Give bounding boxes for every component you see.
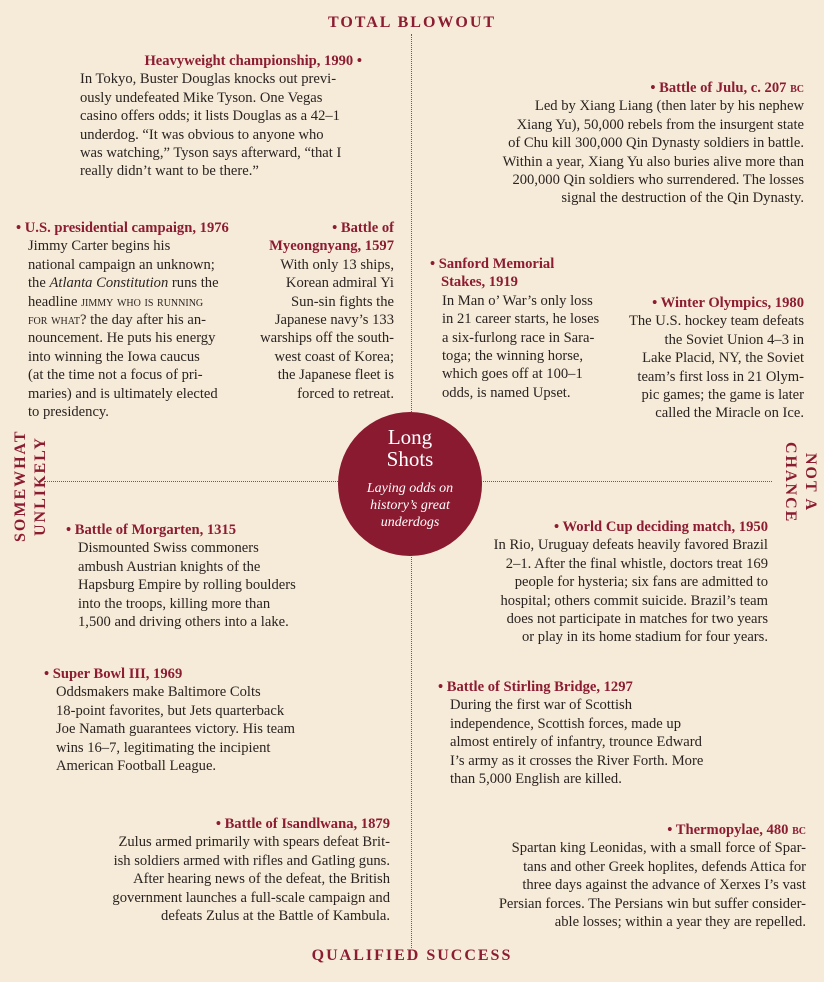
center-circle: [338, 412, 482, 556]
body-line: signal the destruction of the Qin Dynasty.: [561, 190, 804, 207]
body-line: people for hysteria; six fans are admitted to: [514, 574, 768, 591]
bullet-icon: •: [553, 519, 560, 535]
body-line: a six-furlong race in Sara-: [442, 329, 595, 346]
entry-myeongnyang: [246, 219, 394, 403]
entry-julu: [488, 79, 804, 208]
body-line: In Rio, Uruguay defeats heavily favored Brazil: [493, 537, 768, 554]
entry-title: • Super Bowl III, 1969: [44, 666, 183, 682]
body-line: to presidency.: [28, 404, 109, 421]
body-line: pic games; the game is later: [641, 387, 804, 404]
entry-body: [488, 97, 804, 207]
body-line: of Chu kill 300,000 Qin Dynasty soldiers in battle.: [508, 135, 804, 152]
body-line: does not participate in matches for two years: [506, 611, 768, 628]
body-line: almost entirely of infantry, trounce Edward: [450, 734, 702, 751]
body-line: Japanese navy’s 133: [274, 312, 394, 329]
entry-title: • World Cup deciding match, 1950: [553, 519, 768, 535]
body-line: or play in its home stadium for four years.: [521, 629, 768, 646]
axis-label-left-line1: SOMEWHAT: [12, 429, 29, 543]
body-line: than 5,000 English are killed.: [450, 771, 622, 788]
entry-us1976: [16, 219, 256, 421]
body-line: team’s first loss in 21 Olym-: [637, 368, 804, 385]
axis-label-bottom: QUALIFIED SUCCESS: [311, 947, 513, 964]
body-line: which goes off at 100–1: [442, 366, 583, 383]
body-line: In Man o’ War’s only loss: [442, 292, 593, 309]
axis-label-right: [780, 438, 820, 528]
bullet-icon: •: [356, 53, 362, 69]
center-title: [338, 426, 482, 470]
body-line: The U.S. hockey team defeats: [628, 313, 804, 330]
entry-worldcup: [468, 518, 768, 647]
body-line: ish soldiers armed with rifles and Gatling guns.: [113, 852, 390, 869]
body-line: After hearing news of the defeat, the British: [133, 871, 390, 888]
body-line: warships off the south-: [260, 330, 394, 347]
body-line: was watching,” Tyson says afterward, “that I: [80, 145, 342, 162]
entry-superbowl: [44, 665, 364, 775]
entry-body: [80, 70, 362, 180]
bullet-icon: •: [652, 295, 658, 311]
body-line: the Japanese fleet is: [277, 367, 394, 384]
entry-title: • Thermopylae, 480 bc: [667, 822, 806, 838]
body-line: Dismounted Swiss commoners: [78, 540, 259, 557]
center-subtitle-line1: Laying odds on: [366, 481, 454, 496]
body-line: Korean admiral Yi: [285, 275, 394, 292]
body-line: hospital; others commit suicide. Brazil’s team: [500, 592, 768, 609]
body-line: the Soviet Union 4–3 in: [664, 331, 804, 348]
body-line: Jimmy Carter begins his: [28, 238, 171, 255]
body-line: able losses; within a year they are repelled.: [554, 914, 806, 931]
body-line: American Football League.: [56, 758, 217, 775]
bullet-icon: •: [215, 816, 221, 832]
body-line: Persian forces. The Persians win but suffer consider-: [498, 895, 806, 912]
body-line: ambush Austrian knights of the: [78, 558, 261, 575]
center-subtitle-line2: history’s great: [370, 498, 450, 513]
bullet-icon: •: [667, 822, 673, 838]
body-line: Sun-sin fights the: [291, 293, 394, 310]
body-line: three days against the advance of Xerxes I’s vast: [522, 877, 806, 894]
center-subtitle-line3: underdogs: [380, 515, 440, 530]
body-line: defeats Zulus at the Battle of Kambula.: [161, 908, 390, 925]
entry-title: • Winter Olympics, 1980: [652, 295, 804, 311]
entry-title: • Battle of Isandlwana, 1879: [215, 816, 390, 832]
body-line: really didn’t want to be there.”: [80, 163, 259, 180]
center-subtitle: [338, 480, 482, 531]
body-line: 2–1. After the final whistle, doctors treat 169: [505, 555, 768, 572]
body-line: tans and other Greek hoplites, defends Attica for: [523, 858, 806, 875]
body-line: In Tokyo, Buster Douglas knocks out previ-: [80, 71, 337, 88]
bullet-icon: •: [332, 220, 338, 236]
body-line: casino offers odds; it lists Douglas as a 42–1: [80, 108, 340, 125]
body-line: Spartan king Leonidas, with a small force of Spar-: [511, 840, 806, 857]
axis-label-left-line2: UNLIKELY: [32, 436, 49, 536]
entry-body: [600, 312, 804, 422]
body-line: Hapsburg Empire by rolling boulders: [78, 577, 296, 594]
body-line: forced to retreat.: [297, 385, 394, 402]
body-line: in 21 career starts, he loses: [442, 311, 600, 328]
body-line: government launches a full-scale campaign and: [112, 889, 390, 906]
body-line: (at the time not a focus of pri-: [28, 367, 203, 384]
axis-label-right-line1: NOT A: [802, 453, 819, 513]
entry-title: • Battle of Myeongnyang, 1597: [269, 220, 394, 255]
entry-body: [66, 539, 346, 631]
body-line: 18-point favorites, but Jets quarterback: [56, 702, 285, 719]
body-line: nouncement. He puts his energy: [28, 330, 216, 347]
body-line: Joe Namath guarantees victory. His team: [56, 721, 295, 738]
center-title-line2: Shots: [386, 447, 434, 471]
body-line: 200,000 Qin soldiers who surrendered. The losses: [512, 172, 804, 189]
bullet-icon: •: [66, 522, 72, 538]
entry-stirling: [438, 678, 758, 788]
entry-body: [440, 839, 806, 931]
body-line: the Atlanta Constitution runs the: [28, 275, 219, 292]
body-line: wins 16–7, legitimating the incipient: [56, 739, 271, 756]
bullet-icon: •: [16, 220, 22, 236]
body-line: into winning the Iowa caucus: [28, 348, 200, 365]
body-line: toga; the winning horse,: [442, 348, 584, 365]
bullet-icon: •: [430, 256, 436, 272]
entry-isandlwana: [40, 815, 390, 925]
center-title-line1: Long: [387, 425, 433, 449]
entry-title: Heavyweight championship, 1990 •: [144, 53, 362, 69]
entry-morgarten: [66, 521, 346, 631]
entry-body: [246, 256, 394, 403]
body-line: national campaign an unknown;: [28, 256, 215, 273]
body-line: Led by Xiang Liang (then later by his nephew: [534, 98, 804, 115]
body-line: Oddsmakers make Baltimore Colts: [56, 684, 261, 701]
bullet-icon: •: [44, 666, 50, 682]
body-line: independence, Scottish forces, made up: [450, 715, 681, 732]
entry-body: [468, 536, 768, 646]
body-line: I’s army as it crosses the River Forth. More: [450, 752, 704, 769]
bullet-icon: •: [438, 679, 444, 695]
body-line: headline jimmy who is running: [28, 293, 204, 310]
body-line: underdog. “It was obvious to anyone who: [80, 126, 324, 143]
entry-body: [44, 683, 364, 775]
entry-title: • Sanford Memorial Stakes, 1919: [430, 256, 555, 291]
entry-thermopylae: [440, 821, 806, 931]
body-line: into the troops, killing more than: [78, 595, 271, 612]
body-line: odds, is named Upset.: [442, 384, 571, 401]
body-line: ously undefeated Mike Tyson. One Vegas: [80, 89, 323, 106]
entry-title: • Battle of Stirling Bridge, 1297: [438, 679, 633, 695]
body-line: Xiang Yu), 50,000 rebels from the insurgent state: [516, 116, 804, 133]
body-line: During the first war of Scottish: [450, 697, 632, 714]
body-line: With only 13 ships,: [280, 256, 394, 273]
body-line: Within a year, Xiang Yu also buries alive more than: [502, 153, 804, 170]
entry-body: [40, 833, 390, 925]
entry-heavyweight: [80, 52, 362, 181]
entry-title: • U.S. presidential campaign, 1976: [16, 220, 229, 236]
body-line: Zulus armed primarily with spears defeat Brit-: [118, 834, 390, 851]
body-line: west coast of Korea;: [274, 348, 394, 365]
body-line: called the Miracle on Ice.: [655, 405, 804, 422]
axis-label-right-line2: CHANCE: [782, 442, 799, 524]
axis-label-top: TOTAL BLOWOUT: [327, 14, 497, 31]
entry-title: • Battle of Morgarten, 1315: [66, 522, 237, 538]
axis-label-left: [11, 428, 51, 544]
body-line: 1,500 and driving others into a lake.: [78, 614, 289, 631]
bullet-icon: •: [650, 80, 656, 96]
entry-body: [438, 696, 758, 788]
entry-olympics: [600, 294, 804, 423]
body-line: for what? the day after his an-: [28, 312, 207, 329]
body-line: Lake Placid, NY, the Soviet: [642, 350, 804, 367]
body-line: maries) and is ultimately elected: [28, 385, 218, 402]
entry-title: • Battle of Julu, c. 207 bc: [650, 80, 804, 96]
